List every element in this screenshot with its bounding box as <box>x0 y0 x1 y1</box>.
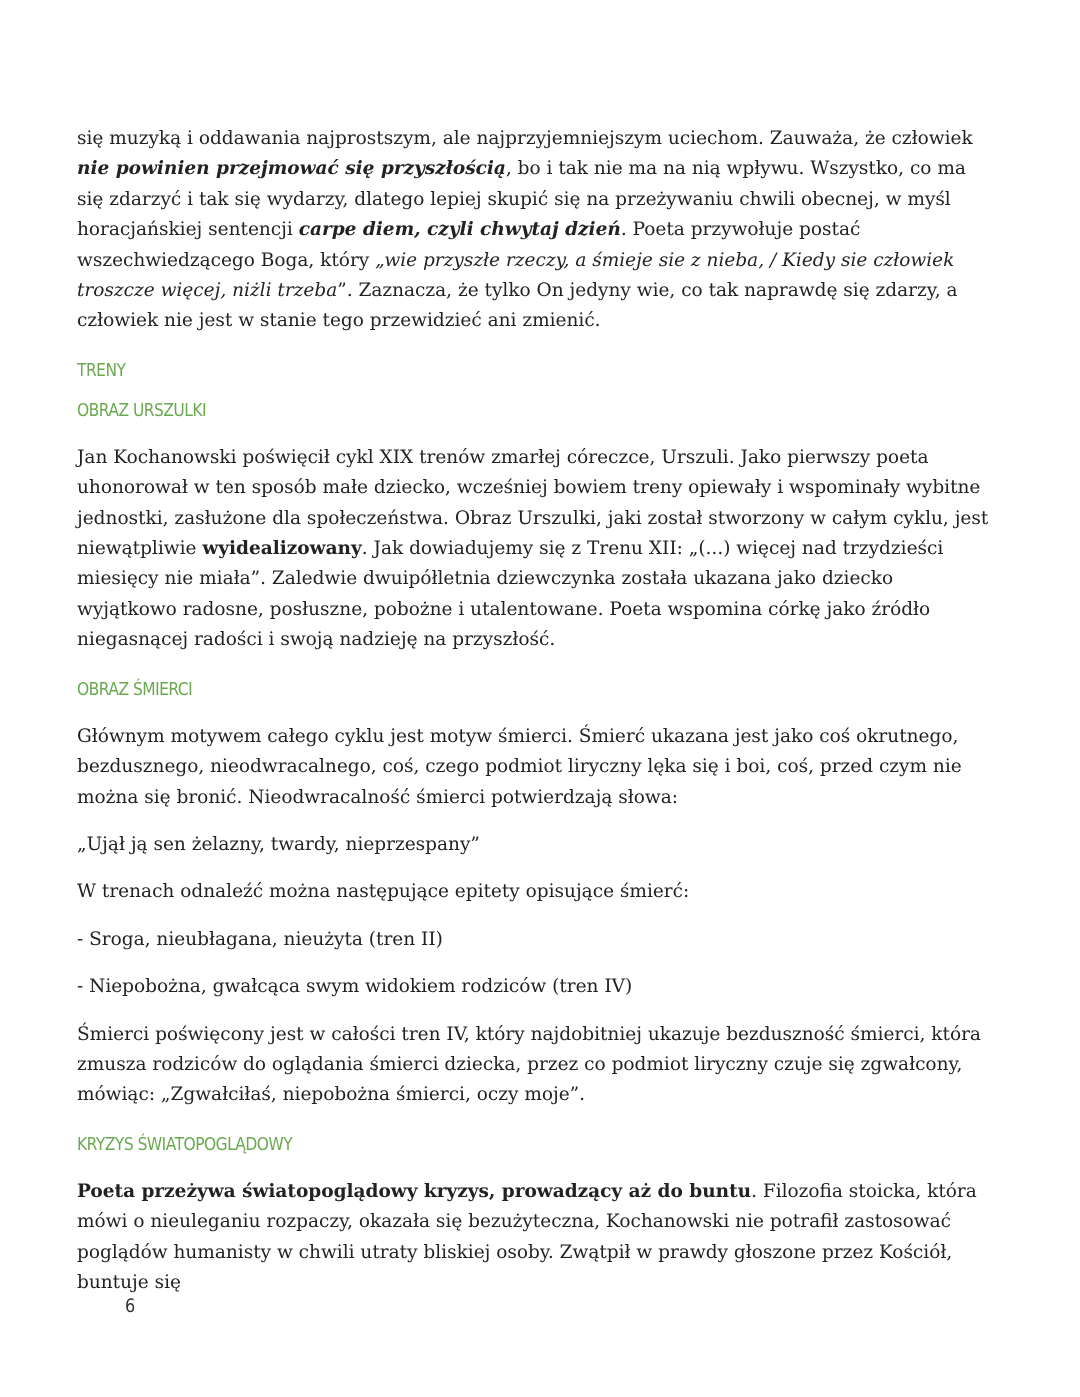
epitets-intro: W trenach odnaleźć można następujące epitety opisujące śmierć: <box>77 881 690 903</box>
paragraph-kryzys <box>77 1177 997 1299</box>
paragraph-urszulka <box>77 443 997 656</box>
paragraph-tren-iv: Śmierci poświęcony jest w całości tren IV, który najdobitniej ukazuje bezduszność śmierci, która zmusza rodziców do oglądania śmierci dziecka, przez co podmiot liryczny czuje się zgwałcony, mówiąc: „Zgwałciłaś, niepobożna śmierci, oczy moje”. <box>77 1023 981 1106</box>
paragraph-motyw-smierci: Głównym motywem całego cyklu jest motyw śmierci. Śmierć ukazana jest jako coś okrutnego, bezdusznego, nieodwracalnego, coś, czego podmiot liryczny lęka się i boi, coś, przed czym nie można się bronić. Nieodwracalność śmierci potwierdzają słowa: <box>77 725 962 808</box>
bold-text: Poeta przeżywa światopoglądowy kryzys, prowadzący aż do buntu <box>77 1180 752 1202</box>
text-span: Jan Kochanowski poświęcił cykl XIX trenów zmarłej córeczce, Urszuli. Jako pierwszy poeta uhonorował w ten sposób małe dziecko, wcześniej bowiem treny opiewały i wspominały wybitne jednostki, zasłużone dla społeczeństwa. Obraz Urszulki, jaki został stworzony w całym cyklu, jest niewątpliwie <box>77 446 989 560</box>
quote-italic: „wie przyszłe rzeczy, a śmieje sie z nieba, / Kiedy sie człowiek troszcze więcej, niżli trzeba <box>77 249 955 302</box>
heading-obraz-smierci: OBRAZ ŚMIERCI <box>77 678 193 700</box>
bold-text: wyidealizowany <box>202 538 362 560</box>
text-span: . Poeta przywołuje postać wszechwiedzącego Boga, który <box>77 219 861 271</box>
heading-treny: TRENY <box>77 359 126 381</box>
paragraph-horacy <box>77 124 997 337</box>
heading-kryzys: KRYZYS ŚWIATOPOGLĄDOWY <box>77 1133 293 1155</box>
heading-obraz-urszulki: OBRAZ URSZULKI <box>77 399 207 421</box>
text-span: . Filozofia stoicka, która mówi o nieuleganiu rozpaczy, okazała się bezużyteczna, Kochanowski nie potrafił zastosować poglądów humanisty w chwili utraty bliskiej osoby. Zwątpił w prawdy głoszone przez Kościół, buntuje się <box>77 1180 977 1293</box>
text-span: ”. Zaznacza, że tylko On jedyny wie, co tak naprawdę się zdarzy, a człowiek nie jest w stanie tego przewidzieć ani zmienić. <box>77 280 958 332</box>
text-span: , bo i tak nie ma na nią wpływu. Wszystko, co ma się zdarzyć i tak się wydarzy, dlatego lepiej skupić się na przeżywaniu chwili obecnej, w myśl horacjańskiej sentencji <box>77 158 966 241</box>
page-number: 6 <box>125 1295 136 1317</box>
quote-line: „Ujął ją sen żelazny, twardy, nieprzespany” <box>77 833 480 855</box>
emphasis-text: carpe diem, czyli chwytaj dzień <box>298 219 621 241</box>
text-span: się muzyką i oddawania najprostszym, ale najprzyjemniejszym uciechom. Zauważa, że człowiek <box>77 128 973 149</box>
list-item: - Sroga, nieubłagana, nieużyta (tren II) <box>77 928 443 950</box>
list-item: - Niepobożna, gwałcąca swym widokiem rodziców (tren IV) <box>77 976 633 998</box>
text-span: . Jak dowiadujemy się z Trenu XII: „(...) więcej nad trzydzieści miesięcy nie miała”. Zaledwie dwuipółletnia dziewczynka została ukazana jako dziecko wyjątkowo radosne, posłuszne, pobożne i utalentowane. Poeta wspomina córkę jako źródło niegasnącej radości i swoją nadzieję na przyszłość. <box>77 538 944 651</box>
emphasis-text: nie powinien przejmować się przyszłością <box>77 158 506 180</box>
document-content <box>77 124 997 1298</box>
